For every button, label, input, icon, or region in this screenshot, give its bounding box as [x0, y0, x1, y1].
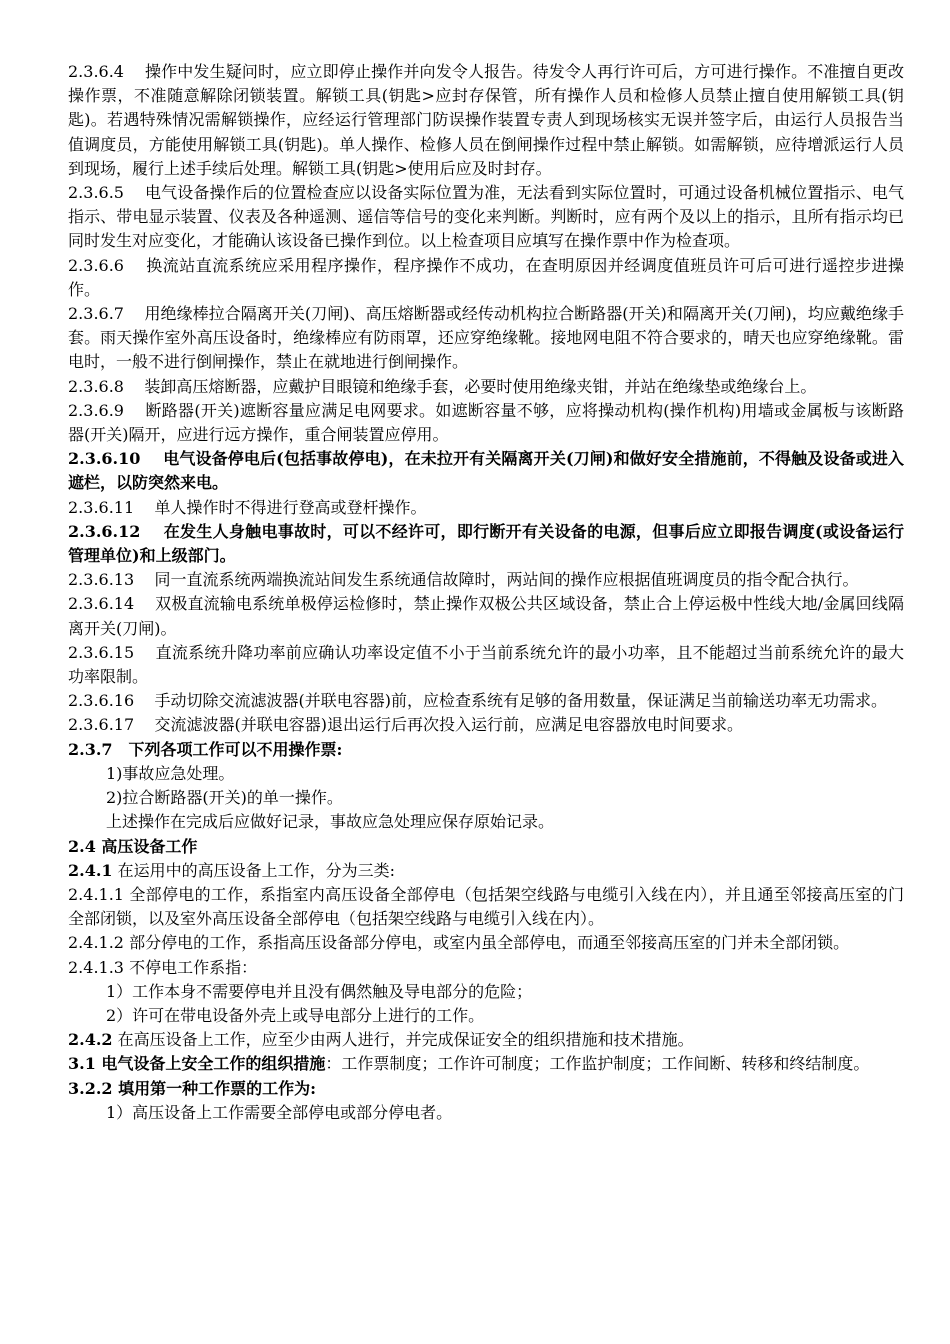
section-3-2-2-heading: 3.2.2 填用第一种工作票的工作为:	[68, 1078, 317, 1098]
list-item: 2）许可在带电设备外壳上或导电部分上进行的工作。	[106, 1005, 485, 1025]
clause-number: 2.3.6.11	[68, 497, 135, 517]
clause-text: 交流滤波器(并联电容器)退出运行后再次投入运行前，应满足电容器放电时间要求。	[154, 715, 743, 735]
clause-gap	[134, 643, 155, 662]
clause-2-4-1-3: 2.4.1.3 不停电工作系指：	[68, 957, 258, 977]
clause-paragraph	[68, 641, 904, 689]
clause-text: 在高压设备上工作，应至少由两人进行，并完成保证安全的组织措施和技术措施。	[112, 1030, 694, 1050]
clause-gap	[124, 377, 144, 396]
list-item: 1）工作本身不需要停电并且没有偶然触及导电部分的危险；	[106, 981, 533, 1001]
clause-gap	[124, 183, 145, 202]
clause-text: 用绝缘棒拉合隔离开关(刀闸)、高压熔断器或经传动机构拉合断路器(开关)和隔离开关(刀闸)，均应戴绝缘手套。雨天操作室外高压设备时，绝缘棒应有防雨罩，还应穿绝缘靴。接地网电阻不符合要求的，晴天也应穿绝缘靴。雷电时，一般不进行倒闸操作，禁止在就地进行倒闸操作。	[68, 304, 904, 372]
clause-text: 电气设备停电后(包括事故停电)，在未拉开有关隔离开关(刀闸)和做好安全措施前，不得触及设备或进入遮栏，以防突然来电。	[68, 449, 904, 493]
clause-paragraph	[68, 60, 904, 181]
clause-text: 电气设备操作后的位置检查应以设备实际位置为准，无法看到实际位置时，可通过设备机械位置指示、电气指示、带电显示装置、仪表及各种遥测、遥信等信号的变化来判断。判断时，应有两个及以上的指示，且所有指示均已同时发生对应变化，才能确认该设备已操作到位。以上检查项目应填写在操作票中作为检查项。	[68, 183, 904, 251]
clause-text: 操作中发生疑问时，应立即停止操作并向发令人报告。待发令人再行许可后，方可进行操作。不准擅自更改操作票，不准随意解除闭锁装置。解锁工具(钥匙>应封存保管，所有操作人员和检修人员禁止擅自使用解锁工具(钥匙)。若遇特殊情况需解锁操作，应经运行管理部门防误操作装置专责人到现场核实无误并签字后，由运行人员报告当值调度员，方能使用解锁工具(钥匙)。单人操作、检修人员在倒闸操作过程中禁止解锁。如需解锁，应待增派运行人员到现场，履行上述手续后处理。解锁工具(钥匙>使用后应及时封存。	[68, 62, 904, 178]
clause-2-4-1-2: 2.4.1.2 部分停电的工作，系指高压设备部分停电，或室内虽全部停电，而通至邻接高压室的门并未全部闭锁。	[68, 933, 850, 953]
clause-paragraph	[68, 181, 904, 254]
clause-number: 2.3.6.5	[68, 183, 124, 203]
clause-text: 断路器(开关)遮断容量应满足电网要求。如遮断容量不够，应将操动机构(操作机构)用墙或金属板与该断路器(开关)隔开，应进行远方操作，重合闸装置应停用。	[68, 400, 904, 445]
clause-paragraph	[68, 399, 904, 447]
clause-paragraph	[68, 375, 904, 399]
clause-gap	[124, 401, 145, 420]
clause-number: 2.3.6.4	[68, 62, 124, 81]
clause-number: 2.3.6.16	[68, 691, 135, 711]
clause-number: 2.3.6.13	[68, 570, 135, 590]
clause-list	[68, 60, 904, 738]
clause-text: 在运用中的高压设备上工作，分为三类:	[112, 860, 396, 880]
clause-number: 2.3.6.15	[68, 642, 135, 662]
clause-text: 单人操作时不得进行登高或登杆操作。	[154, 497, 427, 517]
clause-gap	[124, 62, 145, 81]
clause-paragraph	[68, 302, 904, 375]
clause-2-4-1-1: 2.4.1.1 全部停电的工作，系指室内高压设备全部停电（包括架空线路与电缆引入线在内），并且通至邻接高压室的门全部闭锁，以及室外高压设备全部停电（包括架空线路与电缆引入线在内）。	[68, 884, 904, 929]
clause-gap	[124, 304, 145, 323]
clause-number: 2.3.6.10	[68, 449, 141, 469]
clause-paragraph	[68, 689, 904, 713]
section-2-3-7-heading: 2.3.7 下列各项工作可以不用操作票:	[68, 739, 343, 759]
clause-number: 2.4.2	[68, 1030, 113, 1050]
clause-number: 2.3.6.6	[68, 255, 124, 275]
list-item: 2)拉合断路器(开关)的单一操作。	[106, 788, 343, 808]
clause-number: 2.3.6.17	[68, 715, 135, 735]
clause-number: 2.3.6.7	[68, 304, 124, 324]
clause-paragraph	[68, 592, 904, 640]
section-3-1	[68, 1052, 904, 1076]
clause-paragraph	[68, 496, 904, 520]
section-3-1-text: ：工作票制度；工作许可制度；工作监护制度；工作间断、转移和终结制度。	[325, 1054, 870, 1074]
clause-text: 直流系统升降功率前应确认功率设定值不小于当前系统允许的最小功率，且不能超过当前系统允许的最大功率限制。	[68, 642, 904, 687]
clause-2-4-2	[68, 1028, 904, 1052]
clause-number: 2.3.6.14	[68, 594, 135, 614]
clause-paragraph	[68, 713, 904, 737]
document-body	[68, 60, 904, 1125]
list-item: 1）高压设备上工作需要全部停电或部分停电者。	[106, 1102, 453, 1122]
clause-paragraph	[68, 520, 904, 568]
clause-number: 2.3.6.9	[68, 400, 124, 420]
list-item: 1)事故应急处理。	[106, 763, 235, 783]
clause-gap	[140, 522, 163, 541]
clause-2-4-1	[68, 859, 904, 883]
clause-number: 2.4.1	[68, 860, 113, 880]
clause-paragraph	[68, 568, 904, 592]
clause-text: 装卸高压熔断器，应戴护目眼镜和绝缘手套，必要时使用绝缘夹钳，并站在绝缘垫或绝缘台上。	[144, 376, 817, 396]
clause-text: 同一直流系统两端换流站间发生系统通信故障时，两站间的操作应根据值班调度员的指令配合执行。	[154, 570, 859, 590]
clause-number: 2.3.6.12	[68, 521, 141, 541]
clause-gap	[134, 498, 154, 517]
clause-number: 2.3.6.8	[68, 376, 124, 396]
clause-paragraph	[68, 254, 904, 302]
clause-gap	[134, 570, 154, 589]
clause-text: 在发生人身触电事故时，可以不经许可，即行断开有关设备的电源，但事后应立即报告调度(或设备运行管理单位)和上级部门。	[68, 521, 904, 566]
list-item: 上述操作在完成后应做好记录，事故应急处理应保存原始记录。	[106, 812, 555, 832]
section-2-4-heading: 2.4 高压设备工作	[68, 836, 198, 856]
clause-gap	[124, 256, 146, 275]
clause-paragraph	[68, 447, 904, 495]
section-3-1-heading: 3.1 电气设备上安全工作的组织措施	[68, 1054, 326, 1074]
clause-gap	[140, 449, 163, 468]
clause-gap	[134, 691, 154, 710]
clause-gap	[134, 594, 155, 613]
clause-text: 双极直流输电系统单极停运检修时，禁止操作双极公共区域设备，禁止合上停运极中性线大地/金属回线隔离开关(刀闸)。	[68, 594, 904, 638]
clause-gap	[134, 715, 154, 734]
clause-text: 手动切除交流滤波器(并联电容器)前，应检查系统有足够的备用数量，保证满足当前输送功率无功需求。	[154, 691, 887, 711]
clause-text: 换流站直流系统应采用程序操作，程序操作不成功，在查明原因并经调度值班员许可后可进行遥控步进操作。	[68, 255, 904, 299]
